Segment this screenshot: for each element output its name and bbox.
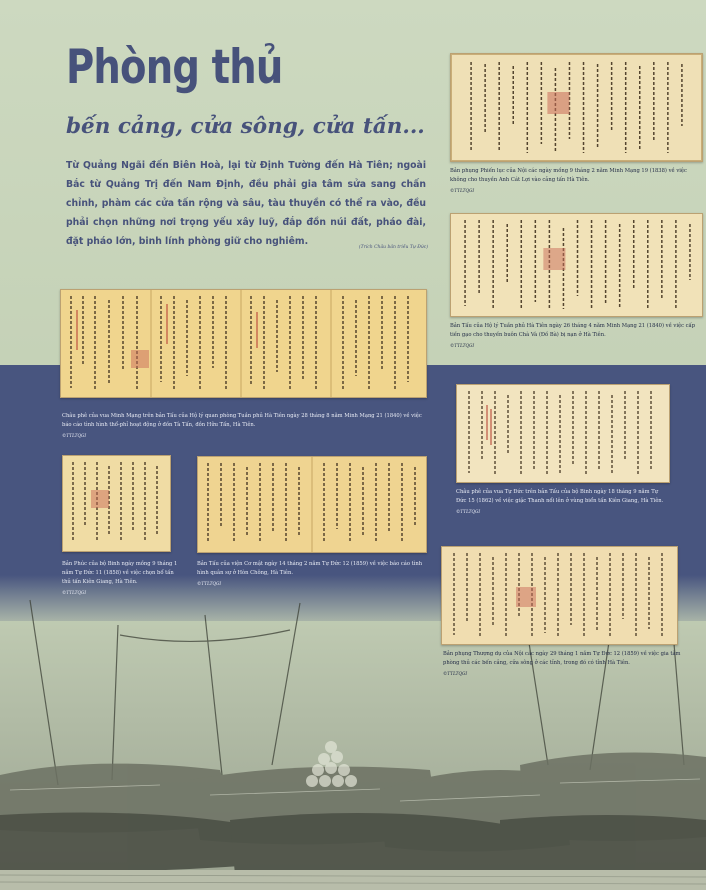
document-image-4 — [456, 384, 670, 483]
caption-text-5: Bản Phúc của bộ Binh ngày mồng 9 tháng 1 năm Tự Đức 11 (1858) về việc chọn bổ tấn thủ tấn Kiên Giang, Hà Tiên. — [62, 561, 178, 585]
document-caption-2 — [450, 322, 700, 351]
caption-text-6: Bản Tấu của viện Cơ mật ngày 14 tháng 2 năm Tự Đức 12 (1859) về việc báo cáo tình hình quân sự ở Hòn Chông, Hà Tiên. — [197, 561, 423, 576]
caption-text-4: Châu phê của vua Tự Đức trên bản Tấu của bộ Binh ngày 18 tháng 9 năm Tự Đức 15 (1862) về việc giặc Thanh nổi lên ở vùng biển tấn Kiên Giang, Hà Tiên. — [456, 489, 664, 504]
caption-text-7: Bản phụng Thượng dụ của Nội các ngày 29 tháng 1 năm Tự Đức 12 (1859) về việc gia tâm phòng thủ các bến cảng, cửa sông ở các tỉnh, trong đó có tỉnh Hà Tiên. — [443, 651, 681, 666]
document-image-7 — [441, 546, 678, 645]
caption-credit-6: ©TTLTQGI — [197, 582, 222, 587]
caption-credit-5: ©TTLTQGI — [62, 591, 87, 596]
document-caption-5 — [62, 560, 184, 598]
caption-credit-2: ©TTLTQGI — [450, 344, 475, 349]
document-caption-3 — [62, 412, 427, 441]
caption-credit-4: ©TTLTQGI — [456, 510, 481, 515]
document-caption-4 — [456, 488, 668, 517]
exhibit-title: Phòng thủ — [66, 40, 283, 95]
caption-text-1: Bản phụng Phiến lục của Nội các ngày mồng 9 tháng 2 năm Minh Mạng 19 (1838) về việc không cho thuyền Anh Cát Lợi vào cảng tấn Hà Tiên. — [450, 168, 687, 183]
quote-source: (Trích Châu bản triều Tự Đức) — [358, 245, 428, 250]
document-caption-7 — [443, 650, 683, 679]
document-image-2 — [450, 213, 703, 317]
caption-credit-1: ©TTLTQGI — [450, 189, 475, 194]
document-caption-1 — [450, 167, 700, 196]
document-caption-6 — [197, 560, 425, 589]
document-image-6 — [197, 456, 427, 553]
caption-text-2: Bản Tấu của Hộ lý Tuần phủ Hà Tiên ngày 26 tháng 4 năm Minh Mạng 21 (1840) về việc cấp tiền gạo cho thuyền buôn Chà Và (Đồ Bà) bị nạn ở Hà Tiên. — [450, 323, 696, 338]
intro-quote: Từ Quảng Ngãi đến Biên Hoà, lại từ Định Tường đến Hà Tiên; ngoài Bắc từ Quảng Trị đến Nam Định, đều phải gia tâm sửa sang chấn chỉnh, phàm các cửa tấn rộng và sâu, tàu thuyền có thể ra vào, đều phải chọn những nơi trọng yếu xây luỹ, đắp đồn núi đất, pháo đài, đặt pháo lớn, binh lính phòng giữ cho nghiêm. — [66, 160, 426, 247]
caption-credit-7: ©TTLTQGI — [443, 672, 468, 677]
document-image-5 — [62, 455, 171, 552]
caption-text-3: Châu phê của vua Minh Mạng trên bản Tấu của Hộ lý quan phòng Tuần phủ Hà Tiên ngày 28 tháng 8 năm Minh Mạng 21 (1840) về việc báo cáo tình hình thổ-phỉ hoạt động ở đồn Tà Tấn, đồn Hữu Tấn, Hà Tiên. — [62, 413, 422, 428]
caption-credit-3: ©TTLTQGI — [62, 434, 87, 439]
exhibit-subtitle: bến cảng, cửa sông, cửa tấn... — [66, 114, 425, 139]
document-image-1 — [450, 53, 703, 162]
document-image-3 — [60, 289, 427, 398]
